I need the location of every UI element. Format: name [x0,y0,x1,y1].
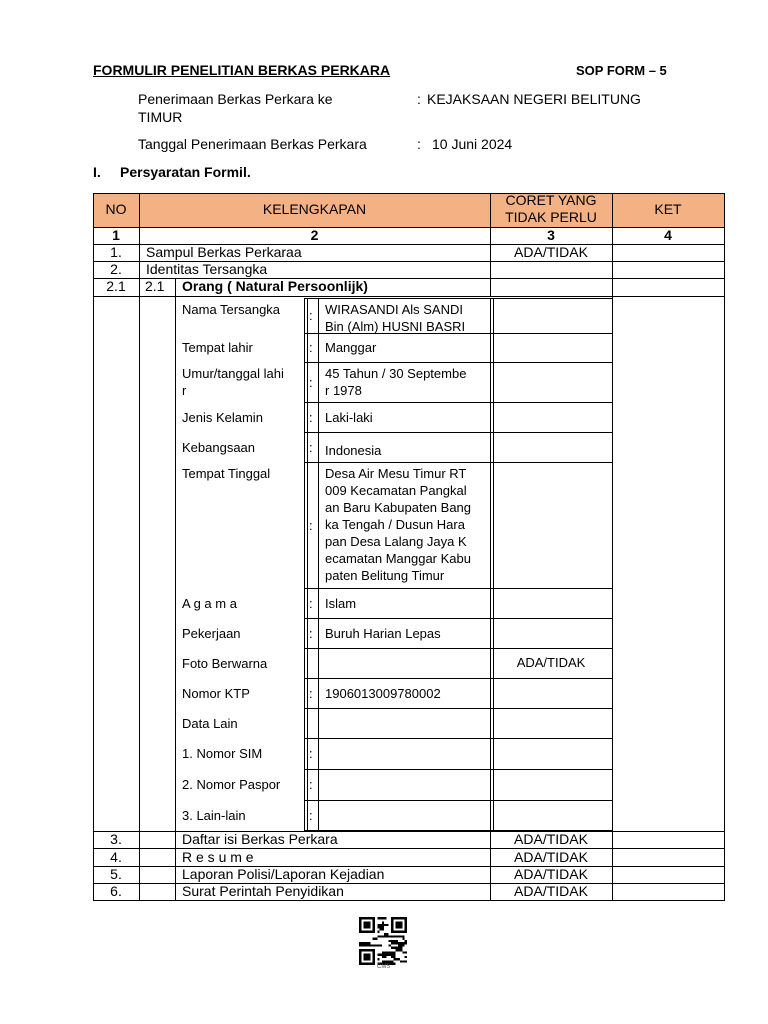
table-rule [304,298,305,830]
row-no: 2.1 [106,278,126,294]
table-rule [139,244,140,901]
table-rule [490,432,612,433]
header-coret-2: TIDAK PERLU [505,209,597,225]
row-label: Orang ( Natural Persoonlijk) [182,278,368,294]
table-rule [93,900,724,901]
receipt-colon: : [417,91,421,107]
table-rule [93,296,724,297]
table-rule [304,402,490,403]
column-number: 4 [664,227,672,243]
table-rule [304,678,490,679]
table-rule [490,708,612,709]
table-rule [612,193,613,244]
table-rule [724,193,725,901]
table-rule [93,193,724,194]
row-coret: ADA/TIDAK [514,883,588,899]
identity-colon: : [309,374,313,390]
identity-label: Tempat lahir [182,340,253,355]
identity-colon: : [309,625,313,641]
row-sub-no: 2.1 [145,278,165,294]
table-rule [307,298,308,830]
row-no: 4. [110,849,122,865]
table-rule [490,588,612,589]
header-kelengkapan: KELENGKAPAN [262,201,367,217]
identity-coret: ADA/TIDAK [516,654,586,670]
table-rule [304,738,490,739]
identity-label: Kebangsaan [182,439,256,455]
row-no: 2. [110,261,122,277]
table-rule [304,588,490,589]
table-rule [490,738,612,739]
table-rule [304,462,490,463]
header-no: NO [105,201,127,217]
header-coret-1: CORET YANG [505,192,597,208]
row-label: Identitas Tersangka [146,261,268,277]
date-value: 10 Juni 2024 [432,136,513,152]
identity-colon: : [309,308,313,323]
column-number: 1 [112,227,120,243]
row-no: 6. [110,883,122,899]
table-rule [490,193,491,244]
table-rule [318,298,319,830]
identity-label: Pekerjaan [182,625,241,641]
receipt-label-cont: TIMUR [138,109,183,125]
table-rule [490,678,612,679]
identity-label: A g a m a [182,595,237,611]
date-colon: : [417,136,421,152]
table-rule [490,618,612,619]
identity-label: 2. Nomor Paspor [182,777,281,792]
row-label: R e s u m e [182,849,254,865]
table-rule [304,769,490,770]
identity-colon: : [309,777,313,792]
table-rule [93,193,94,901]
identity-colon: : [309,685,313,701]
qr-code-icon [359,917,407,965]
identity-colon: : [309,517,313,533]
table-rule [304,648,490,649]
table-rule [490,769,612,770]
row-no: 1. [110,244,122,260]
section-title: Persyaratan Formil. [120,164,251,180]
row-coret: ADA/TIDAK [514,831,588,847]
table-rule [175,278,176,901]
receipt-label: Penerimaan Berkas Perkara ke [138,91,333,107]
table-rule [490,298,491,830]
identity-value: Desa Air Mesu Timur RT 009 Kecamatan Pangkal an Baru Kabupaten Bang ka Tengah / Dusun Hara pan Desa Lalang Jaya K ecamatan Manggar Kabu paten Belitung Timur [325,466,472,583]
table-rule [304,333,490,334]
table-rule [490,298,612,299]
date-label: Tanggal Penerimaan Berkas Perkara [138,136,367,152]
row-coret: ADA/TIDAK [514,244,588,260]
identity-label: 1. Nomor SIM [182,746,263,761]
table-rule [139,193,140,244]
identity-label: Foto Berwarna [182,655,268,671]
row-label: Laporan Polisi/Laporan Kejadian [182,866,385,882]
table-rule [304,800,490,801]
qr-caption: CMS [377,964,391,970]
identity-colon: : [309,595,313,611]
table-rule [304,708,490,709]
identity-value: Laki-laki [325,409,373,425]
identity-label: Nomor KTP [182,685,250,701]
identity-label: Tempat Tinggal [182,466,271,481]
identity-label: Jenis Kelamin [182,409,263,425]
identity-value: Indonesia [325,443,382,458]
column-number: 3 [547,227,555,243]
table-rule [490,244,491,296]
identity-value: Islam [325,595,357,611]
identity-label: Nama Tersangka [182,302,281,317]
table-rule [490,462,612,463]
form-title: FORMULIR PENELITIAN BERKAS PERKARA [93,62,391,78]
table-rule [304,432,490,433]
table-rule [304,298,490,299]
row-label: Sampul Berkas Perkaraa [146,244,302,260]
identity-label: Data Lain [182,715,238,731]
table-rule [490,333,612,334]
table-rule [304,618,490,619]
row-no: 3. [110,831,122,847]
identity-colon: : [309,409,313,425]
column-number: 2 [310,227,319,243]
row-coret: ADA/TIDAK [514,866,588,882]
identity-label: 3. Lain-lain [182,807,246,823]
identity-value: 45 Tahun / 30 Septembe r 1978 [325,366,467,398]
header-ket: KET [654,201,682,217]
table-rule [490,800,612,801]
table-rule [304,362,490,363]
form-code: SOP FORM – 5 [576,63,667,78]
identity-value: Manggar [325,340,377,355]
row-label: Daftar isi Berkas Perkara [182,831,338,847]
row-label: Surat Perintah Penyidikan [182,883,344,899]
row-no: 5. [110,866,122,882]
receipt-value: KEJAKSAAN NEGERI BELITUNG [427,91,641,107]
table-rule [493,298,494,830]
identity-value: Buruh Harian Lepas [325,625,441,641]
identity-colon: : [309,746,313,761]
identity-value: 1906013009780002 [325,685,441,701]
section-number: I. [93,164,101,180]
table-rule [490,402,612,403]
table-rule [490,362,612,363]
identity-colon: : [309,807,313,823]
identity-value: WIRASANDI Als SANDI Bin (Alm) HUSNI BASRI [325,302,466,334]
table-rule [612,244,613,901]
table-rule [490,648,612,649]
identity-colon: : [309,439,313,455]
identity-colon: : [309,340,313,355]
identity-label: Umur/tanggal lahi r [182,366,284,398]
row-coret: ADA/TIDAK [514,849,588,865]
